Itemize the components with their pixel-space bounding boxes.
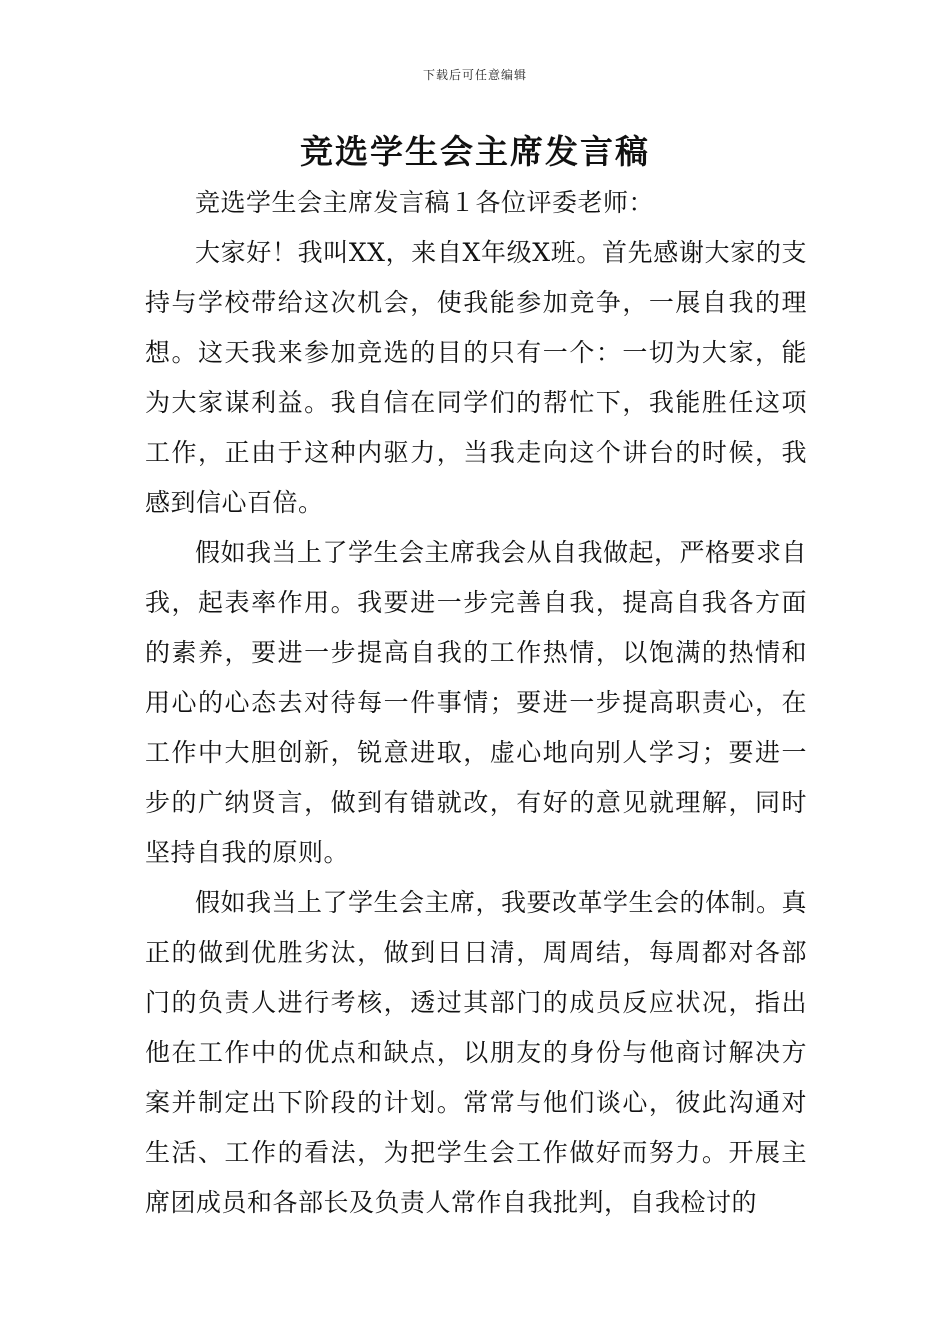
document-body	[145, 178, 807, 1228]
header-note: 下载后可任意编辑	[422, 68, 527, 82]
paragraph-self-improvement: 假如我当上了学生会主席我会从自我做起，严格要求自我，起表率作用。我要进一步完善自我，提高自我各方面的素养，要进一步提高自我的工作热情，以饱满的热情和用心的心态去对待每一件事情；要进一步提高职责心，在工作中大胆创新，锐意进取，虚心地向别人学习；要进一步的广纳贤言，做到有错就改，有好的意见就理解，同时坚持自我的原则。	[145, 538, 808, 867]
paragraph-greeting: 大家好！我叫XX，来自X年级X班。首先感谢大家的支持与学校带给这次机会，使我能参加竞争，一展自我的理想。这天我来参加竞选的目的只有一个：一切为大家，能为大家谋利益。我自信在同学们的帮忙下，我能胜任这项工作，正由于这种内驱力，当我走向这个讲台的时候，我感到信心百倍。	[145, 238, 807, 517]
paragraph-reform: 假如我当上了学生会主席，我要改革学生会的体制。真正的做到优胜劣汰，做到日日清，周周结，每周都对各部门的负责人进行考核，透过其部门的成员反应状况，指出他在工作中的优点和缺点，以朋友的身份与他商讨解决方案并制定出下阶段的计划。常常与他们谈心，彼此沟通对生活、工作的看法，为把学生会工作做好而努力。开展主席团成员和各部长及负责人常作自我批判，自我检讨的	[145, 888, 808, 1217]
paragraph-intro: 竞选学生会主席发言稿１各位评委老师：	[195, 188, 655, 217]
document-title: 竞选学生会主席发言稿	[300, 132, 650, 171]
